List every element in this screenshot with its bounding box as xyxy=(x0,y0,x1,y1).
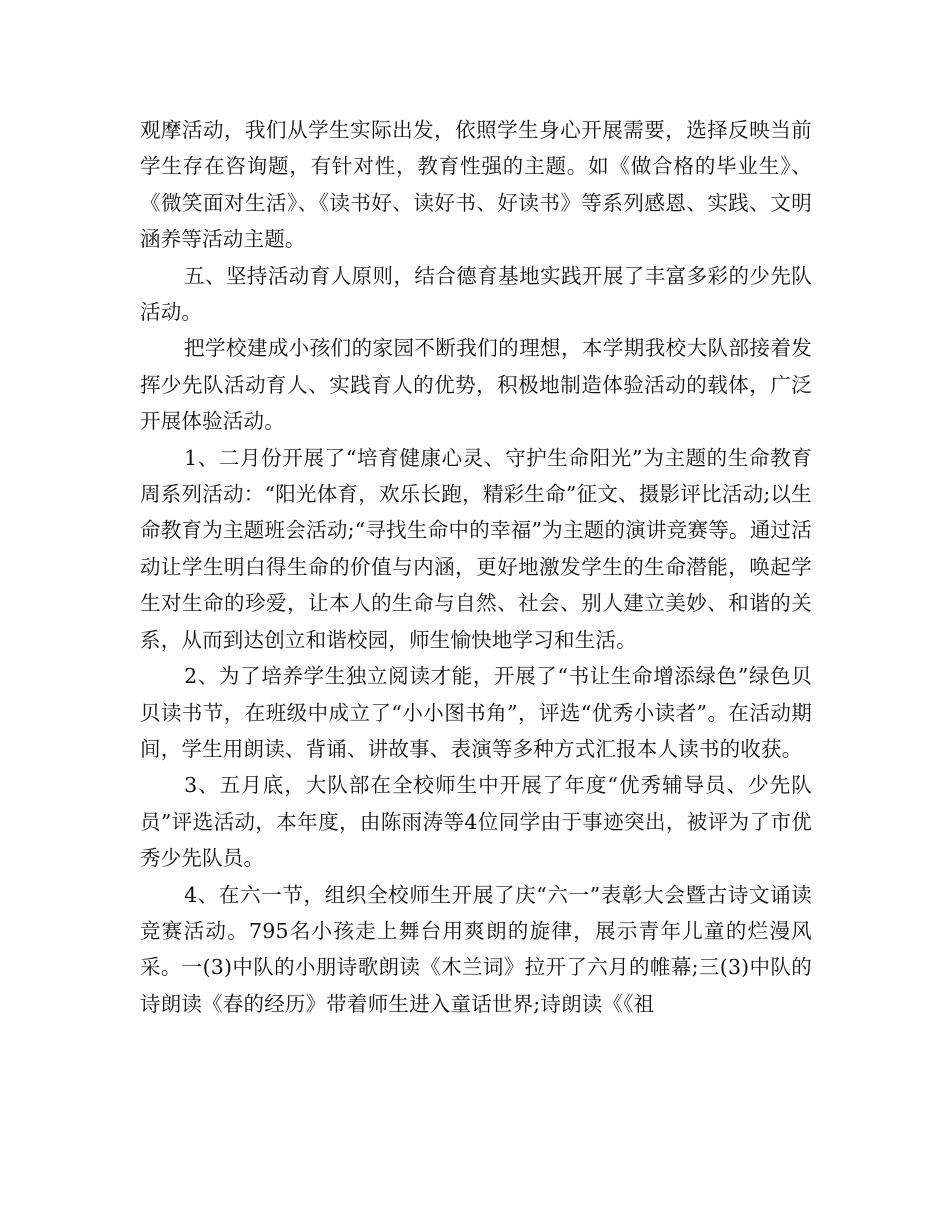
paragraph-intro: 把学校建成小孩们的家园不断我们的理想，本学期我校大队部接着发挥少先队活动育人、实践育人的优势，积极地制造体验活动的载体，广泛开展体验活动。 xyxy=(140,336,812,434)
paragraph-item-3: 3、五月底，大队部在全校师生中开展了年度“优秀辅导员、少先队员”评选活动，本年度，由陈雨涛等4位同学由于事迹突出，被评为了市优秀少先队员。 xyxy=(140,773,812,871)
paragraph-continuation: 观摩活动，我们从学生实际出发，依照学生身心开展需要，选择反映当前学生存在咨询题，有针对性，教育性强的主题。如《做合格的毕业生》、《微笑面对生活》、《读书好、读好书、好读书》等系列感恩、实践、文明涵养等活动主题。 xyxy=(140,118,812,252)
document-body xyxy=(140,112,812,1022)
paragraph-section-five-heading: 五、坚持活动育人原则，结合德育基地实践开展了丰富多彩的少先队活动。 xyxy=(140,263,812,325)
paragraph-item-1: 1、二月份开展了“培育健康心灵、守护生命阳光”为主题的生命教育周系列活动：“阳光体育，欢乐长跑，精彩生命”征文、摄影评比活动;以生命教育为主题班会活动;“寻找生命中的幸福”为主题的演讲竞赛等。通过活动让学生明白得生命的价值与内涵，更好地激发学生的生命潜能，唤起学生对生命的珍爱，让本人的生命与自然、社会、别人建立美妙、和谐的关系，从而到达创立和谐校园，师生愉快地学习和生活。 xyxy=(140,445,812,652)
paragraph-item-2: 2、为了培养学生独立阅读才能，开展了“书让生命增添绿色”绿色贝贝读书节，在班级中成立了“小小图书角”，评选“优秀小读者”。在活动期间，学生用朗读、背诵、讲故事、表演等多种方式汇报本人读书的收获。 xyxy=(140,664,812,761)
paragraph-item-4: 4、在六一节，组织全校师生开展了庆“六一”表彰大会暨古诗文诵读竞赛活动。795名小孩走上舞台用爽朗的旋律，展示青年儿童的烂漫风采。一(3)中队的小朋诗歌朗读《木兰词》拉开了六月的帷幕;三(3)中队的诗朗读《春的经历》带着师生进入童话世界;诗朗读《《祖 xyxy=(140,882,812,1016)
